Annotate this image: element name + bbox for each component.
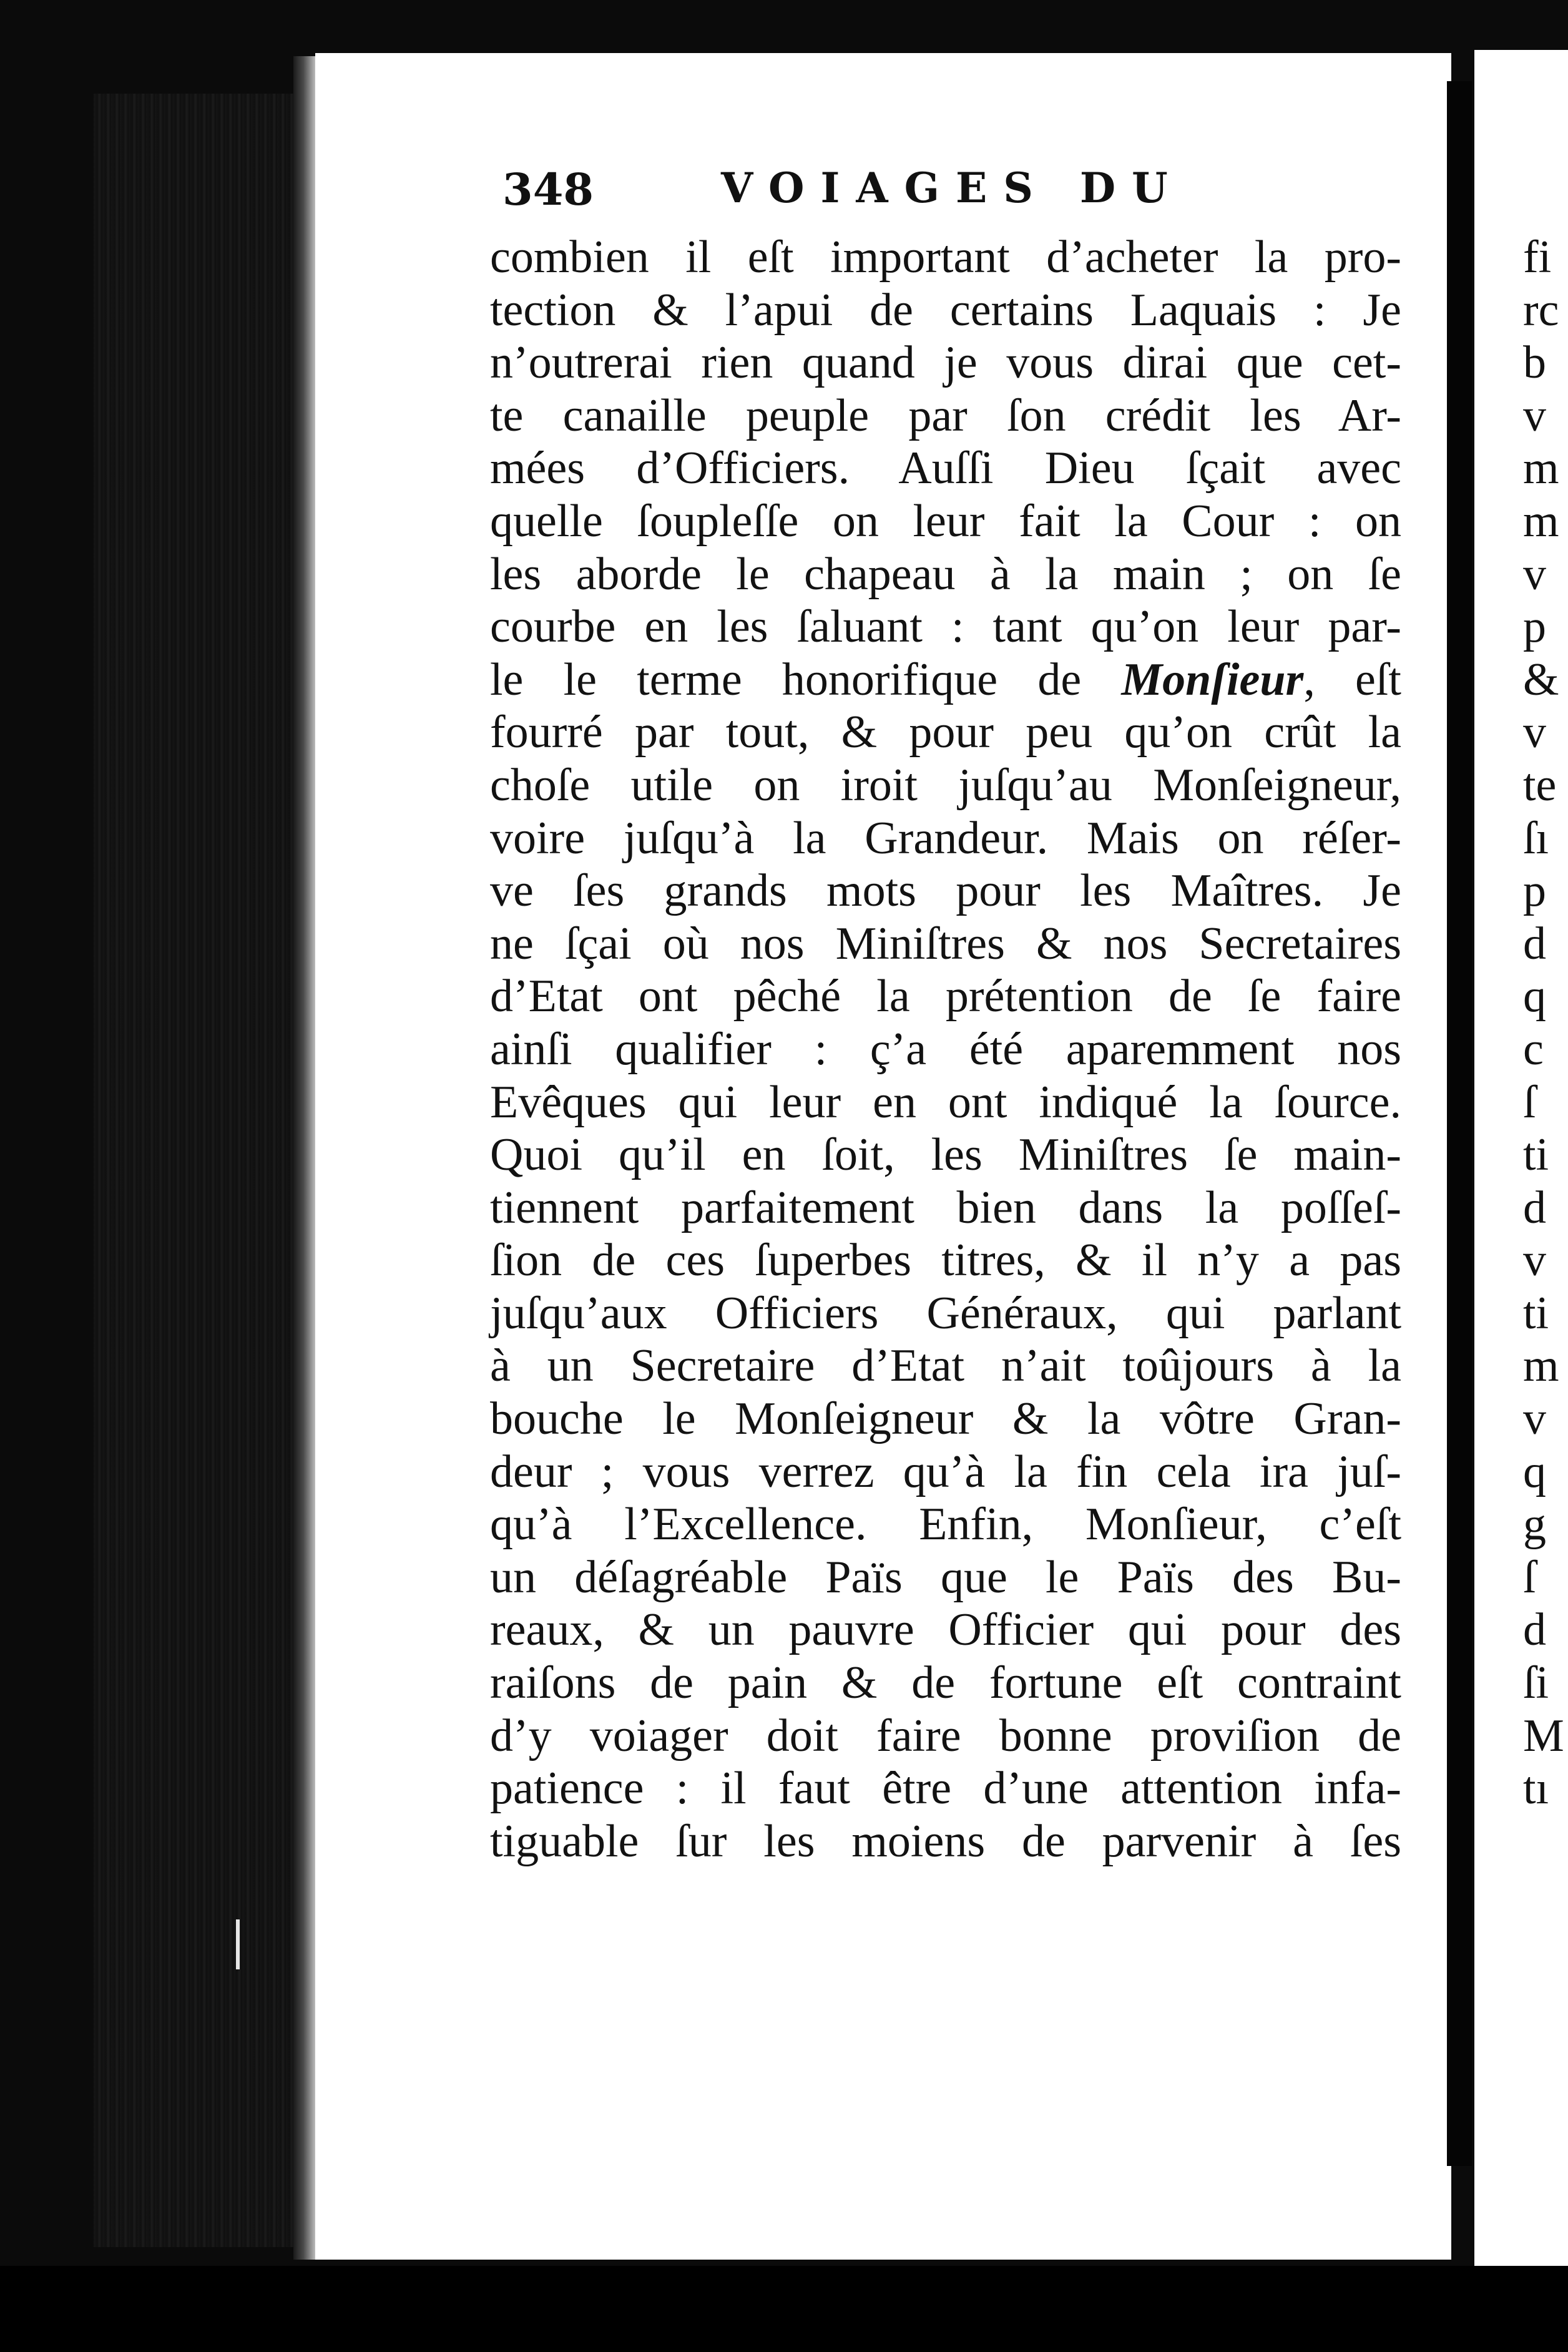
text-line: n’outrerai rien quand je vous dirai que cet- [490,337,1401,389]
text-line: Evêques qui leur en ont indiqué la ſource. [490,1076,1401,1128]
text-line: ainſi qualifier : ç’a été aparemment nos [490,1023,1401,1075]
facing-fragment: v [1523,390,1546,441]
text-line: ne ſçai où nos Miniſtres & nos Secretaires [490,918,1401,969]
text-line: d’Etat ont pêché la prétention de ſe faire [490,971,1401,1022]
page-edge-shadow [293,56,318,2260]
facing-fragment: ſi [1523,1657,1549,1709]
facing-fragment: v [1523,548,1546,600]
text-line: tiguable ſur les moiens de parvenir à ſes [490,1815,1401,1867]
facing-fragment: fi [1523,232,1552,283]
text-line: te canaille peuple par ſon crédit les Ar- [490,390,1401,441]
text-line: quelle ſoupleſſe on leur fait la Cour : on [490,495,1401,547]
facing-fragment: d [1523,1182,1546,1233]
facing-fragment: g [1523,1499,1546,1551]
text-line: voire juſqu’à la Grandeur. Mais on réſer- [490,812,1401,864]
text-line: les aborde le chapeau à la main ; on ſe [490,548,1401,600]
facing-fragment: ſ [1523,1551,1536,1603]
text-line: à un Secretaire d’Etat n’ait toûjours à la [490,1340,1401,1392]
book-gutter [94,94,306,2247]
body-text [490,231,1401,1868]
text-line: ve ſes grands mots pour les Maîtres. Je [490,865,1401,917]
facing-fragment: q [1523,971,1546,1022]
facing-fragment: p [1523,601,1546,653]
text-line: combien il eſt important d’acheter la pro- [490,232,1401,283]
facing-fragment: ti [1523,1129,1549,1181]
facing-fragment: ſ [1523,1076,1536,1128]
text-line: juſqu’aux Officiers Généraux, qui parlant [490,1287,1401,1339]
facing-fragment: p [1523,865,1546,917]
facing-fragment: v [1523,1235,1546,1286]
facing-fragment: d [1523,918,1546,969]
facing-fragment: tı [1523,1763,1549,1815]
facing-fragment: ti [1523,1287,1549,1339]
facing-fragment: M [1523,1710,1564,1762]
text-line: raiſons de pain & de fortune eſt contraint [490,1657,1401,1709]
facing-fragment: d [1523,1604,1546,1656]
facing-fragment: te [1523,759,1557,811]
facing-fragment: v [1523,1393,1546,1445]
text-line: tection & l’apui de certains Laquais : Je [490,284,1401,336]
facing-fragment: m [1523,1340,1559,1392]
facing-fragment: m [1523,495,1559,547]
facing-fragment: ſı [1523,812,1549,864]
text-line: tiennent parfaitement bien dans la poſſeſ- [490,1182,1401,1233]
facing-fragment: m [1523,443,1559,494]
facing-page-text [1523,231,1564,1815]
scan-artifact-mark [236,1919,240,1969]
text-line: bouche le Monſeigneur & la vôtre Gran- [490,1393,1401,1445]
facing-fragment: & [1523,654,1559,705]
running-title: VOIAGES DU [721,164,1184,212]
text-line: Quoi qu’il en ſoit, les Miniſtres ſe main- [490,1129,1401,1181]
text-line: fourré par tout, & pour peu qu’on crût la [490,707,1401,758]
text-line: ſion de ces ſuperbes titres, & il n’y a pas [490,1235,1401,1286]
facing-fragment: rc [1523,284,1559,336]
text-line: mées d’Officiers. Auſſi Dieu ſçait avec [490,443,1401,494]
text-line: courbe en les ſaluant : tant qu’on leur par- [490,601,1401,653]
facing-fragment: q [1523,1446,1546,1497]
facing-fragment: c [1523,1023,1544,1075]
text-line: d’y voiager doit faire bonne proviſion de [490,1710,1401,1762]
text-line: choſe utile on iroit juſqu’au Monſeigneur, [490,759,1401,811]
text-line: le le terme honorifique de Monſieur, eſt [490,654,1401,705]
text-line: reaux, & un pauvre Officier qui pour des [490,1604,1401,1656]
text-line: un déſagréable Païs que le Païs des Bu- [490,1551,1401,1603]
text-line: patience : il faut être d’une attention infa- [490,1763,1401,1815]
running-head [502,164,1376,226]
scan-border-bottom [0,2266,1568,2352]
page-divider [1447,81,1472,2166]
italic-word: Monſieur [1121,654,1304,705]
facing-fragment: v [1523,707,1546,758]
page-number: 348 [502,164,594,215]
text-line: qu’à l’Excellence. Enfin, Monſieur, c’eſt [490,1499,1401,1551]
text-line: deur ; vous verrez qu’à la fin cela ira juſ- [490,1446,1401,1497]
facing-fragment: b [1523,337,1546,389]
